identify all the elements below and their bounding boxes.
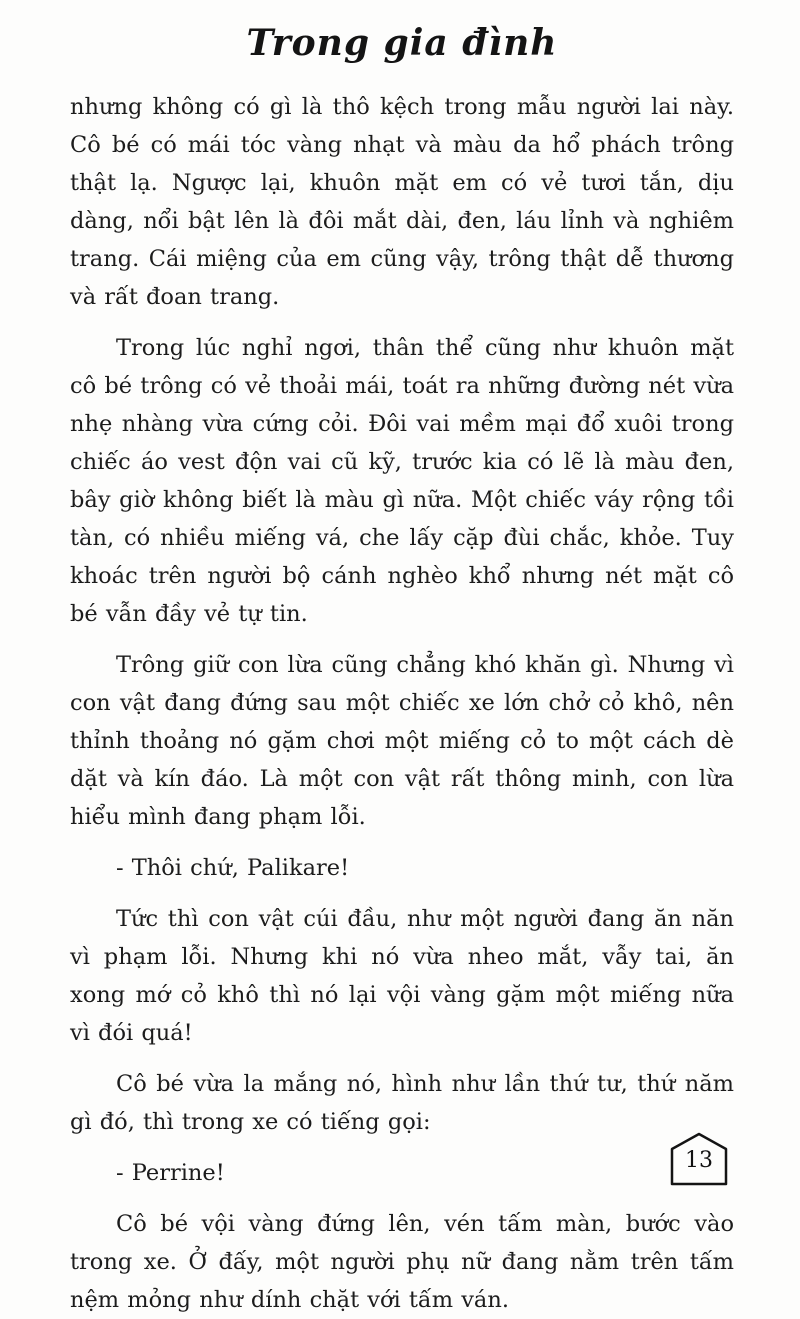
paragraph: Trông giữ con lừa cũng chẳng khó khăn gì. Nhưng vì con vật đang đứng sau một chiếc xe lớn chở cỏ khô, nên thỉnh thoảng nó gặm chơi một miếng cỏ to một cách dè dặt và kín đáo. Là một con vật rất thông minh, con lừa hiểu mình đang phạm lỗi. <box>70 652 734 830</box>
body-text <box>70 88 734 1319</box>
page-number-badge <box>670 1132 728 1186</box>
paragraph: Cô bé vừa la mắng nó, hình như lần thứ tư, thứ năm gì đó, thì trong xe có tiếng gọi: <box>70 1071 734 1135</box>
page-number: 13 <box>685 1148 713 1173</box>
paragraph: Trong lúc nghỉ ngơi, thân thể cũng như khuôn mặt cô bé trông có vẻ thoải mái, toát ra những đường nét vừa nhẹ nhàng vừa cứng cỏi. Đôi vai mềm mại đổ xuôi trong chiếc áo vest độn vai cũ kỹ, trước kia có lẽ là màu đen, bây giờ không biết là màu gì nữa. Một chiếc váy rộng tồi tàn, có nhiều miếng vá, che lấy cặp đùi chắc, khỏe. Tuy khoác trên người bộ cánh nghèo khổ nhưng nét mặt cô bé vẫn đầy vẻ tự tin. <box>70 335 734 627</box>
paragraph: Cô bé vội vàng đứng lên, vén tấm màn, bước vào trong xe. Ở đấy, một người phụ nữ đang nằm trên tấm nệm mỏng như dính chặt với tấm ván. <box>70 1211 734 1313</box>
paragraph: nhưng không có gì là thô kệch trong mẫu người lai này. Cô bé có mái tóc vàng nhạt và màu da hổ phách trông thật lạ. Ngược lại, khuôn mặt em có vẻ tươi tắn, dịu dàng, nổi bật lên là đôi mắt dài, đen, láu lỉnh và nghiêm trang. Cái miệng của em cũng vậy, trông thật dễ thương và rất đoan trang. <box>70 94 734 310</box>
page-title: Trong gia đình <box>246 22 558 64</box>
paragraph: Tức thì con vật cúi đầu, như một người đang ăn năn vì phạm lỗi. Nhưng khi nó vừa nheo mắt, vẫy tai, ăn xong mớ cỏ khô thì nó lại vội vàng gặm một miếng nữa vì đói quá! <box>70 906 734 1046</box>
dialogue-line: - Perrine! <box>116 1160 225 1186</box>
dialogue-line: - Thôi chứ, Palikare! <box>116 855 350 881</box>
